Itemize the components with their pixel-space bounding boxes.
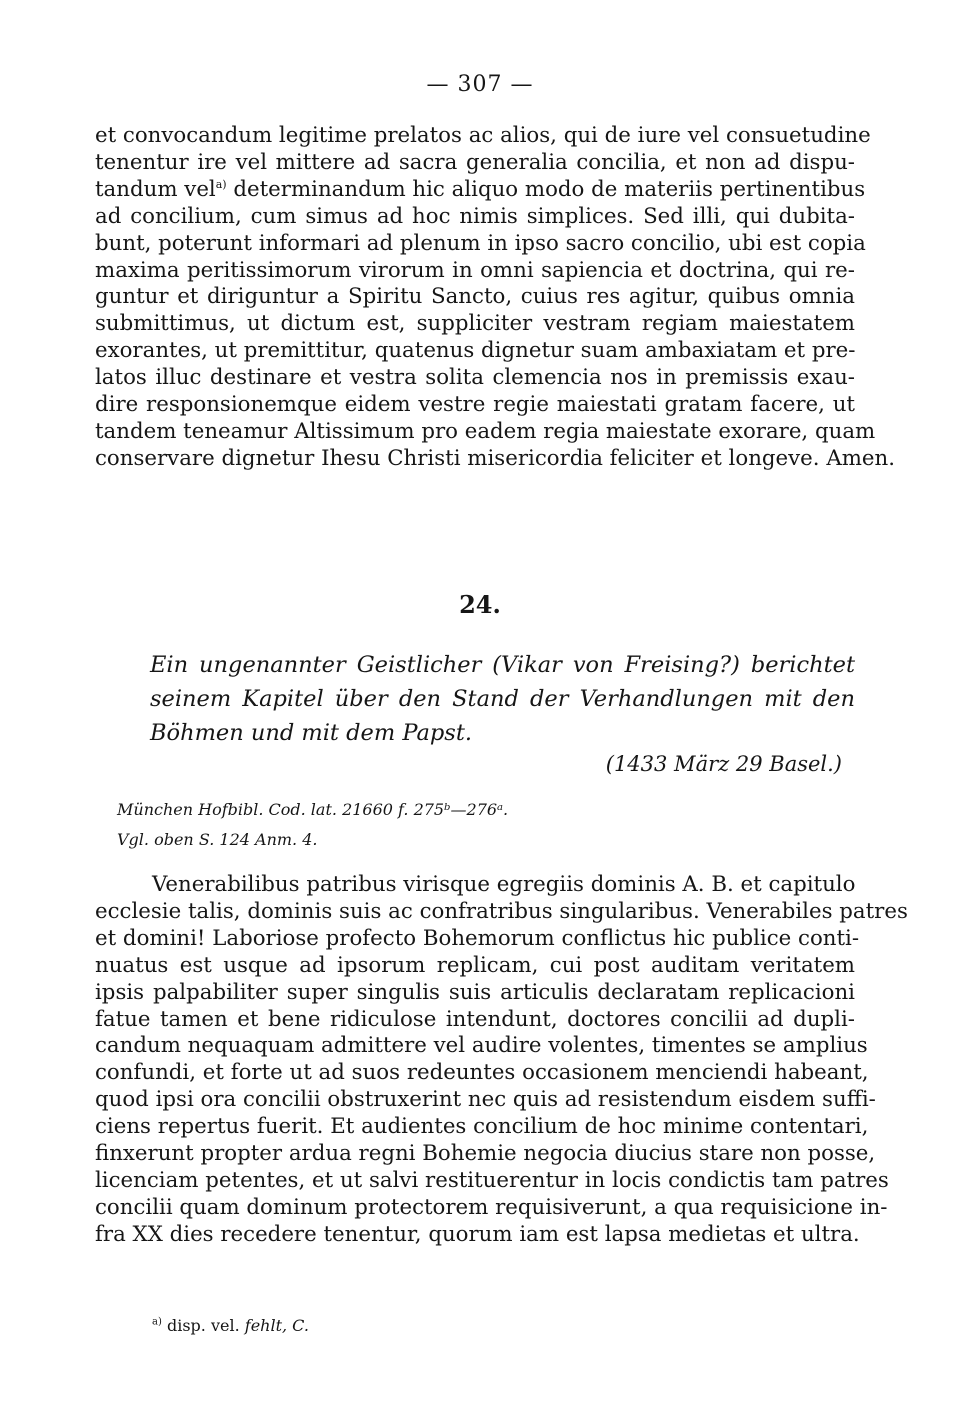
heading-line: Böhmen und mit dem Papst.	[150, 720, 473, 746]
document-date: (1433 März 29 Basel.)	[605, 752, 842, 776]
source-line: Vgl. oben S. 124 Anm. 4.	[117, 830, 318, 849]
text-line: maxima peritissimorum virorum in omni sapiencia et doctrina, qui re-	[95, 257, 855, 283]
text-line: quod ipsi ora concilii obstruxerint nec quis ad resistendum eisdem suffi-	[95, 1087, 876, 1113]
text-line: ad concilium, cum simus ad hoc nimis simplices. Sed illi, qui dubita-	[95, 203, 855, 229]
document-number: 24.	[459, 590, 501, 619]
text-line: et domini! Laboriose profecto Bohemorum conflictus hic publice conti-	[95, 925, 860, 951]
text-line: concilii quam dominum protectorem requisiverunt, a qua requisicione in-	[95, 1194, 888, 1220]
source-line: München Hofbibl. Cod. lat. 21660 f. 275ᵇ—276ᵃ.	[117, 800, 509, 819]
text-line: exorantes, ut premittitur, quatenus dignetur suam ambaxiatam et pre-	[95, 338, 856, 364]
text-line: licenciam petentes, et ut salvi restituerentur in locis condictis tam patres	[95, 1167, 889, 1193]
text-segment: tandum vel	[95, 176, 216, 202]
footnote-text: disp. vel.	[166, 1316, 240, 1335]
heading-line: Ein ungenannter Geistlicher (Vikar von Freising?) berichtet	[150, 652, 855, 678]
text-line: candum nequaquam admittere vel audire volentes, timentes se amplius	[95, 1033, 868, 1059]
text-line: fra XX dies recedere tenentur, quorum iam est lapsa medietas et ultra.	[95, 1221, 860, 1247]
heading-line: seinem Kapitel über den Stand der Verhandlungen mit den	[150, 686, 855, 712]
text-line: tenentur ire vel mittere ad sacra generalia concilia, et non ad dispu-	[95, 149, 855, 175]
text-line: submittimus, ut dictum est, suppliciter vestram regiam maiestatem	[95, 311, 855, 337]
text-line	[95, 176, 866, 204]
text-line: guntur et diriguntur a Spiritu Sancto, cuius res agitur, quibus omnia	[95, 284, 855, 310]
text-line: latos illuc destinare et vestra solita clemencia nos in premissis exau-	[95, 365, 855, 391]
text-line: conservare dignetur Ihesu Christi misericordia feliciter et longeve. Amen.	[95, 445, 895, 471]
footnote-reference: a)	[215, 177, 227, 191]
text-line: bunt, poterunt informari ad plenum in ipso sacro concilio, ubi est copia	[95, 230, 866, 256]
continuation-text	[95, 123, 895, 473]
text-line: nuatus est usque ad ipsorum replicam, cui post auditam veritatem	[95, 952, 855, 978]
letter-text	[95, 872, 908, 1249]
text-line: ecclesie talis, dominis suis ac confratribus singularibus. Venerabiles patres	[95, 898, 908, 924]
text-segment: determinandum hic aliquo modo de materiis pertinentibus	[233, 176, 866, 202]
source-reference	[117, 795, 508, 855]
text-line: dire responsionemque eidem vestre regie maiestati gratam facere, ut	[95, 392, 855, 418]
page-number: — 307 —	[426, 72, 534, 97]
text-line: finxerunt propter ardua regni Bohemie negocia diucius stare non posse,	[95, 1141, 876, 1167]
text-line: confundi, et forte ut ad suos redeuntes occasionem menciendi habeant,	[95, 1060, 869, 1086]
text-line: ipsis palpabiliter super singulis suis articulis declaratam replicacioni	[95, 979, 855, 1005]
text-line: tandem teneamur Altissimum pro eadem regia maiestate exorare, quam	[95, 418, 876, 444]
footnote-italic: fehlt, C.	[244, 1316, 309, 1335]
text-line: ciens repertus fuerit. Et audientes concilium de hoc minime contentari,	[95, 1114, 869, 1140]
text-line: Venerabilibus patribus virisque egregiis dominis A. B. et capitulo	[152, 872, 856, 897]
document-heading	[150, 648, 855, 750]
footnote	[152, 1316, 309, 1335]
text-line: et convocandum legitime prelatos ac alios, qui de iure vel consuetudine	[95, 123, 871, 148]
text-line: fatue tamen et bene ridiculose intendunt, doctores concilii ad dupli-	[95, 1006, 855, 1032]
footnote-mark: a)	[152, 1316, 162, 1328]
